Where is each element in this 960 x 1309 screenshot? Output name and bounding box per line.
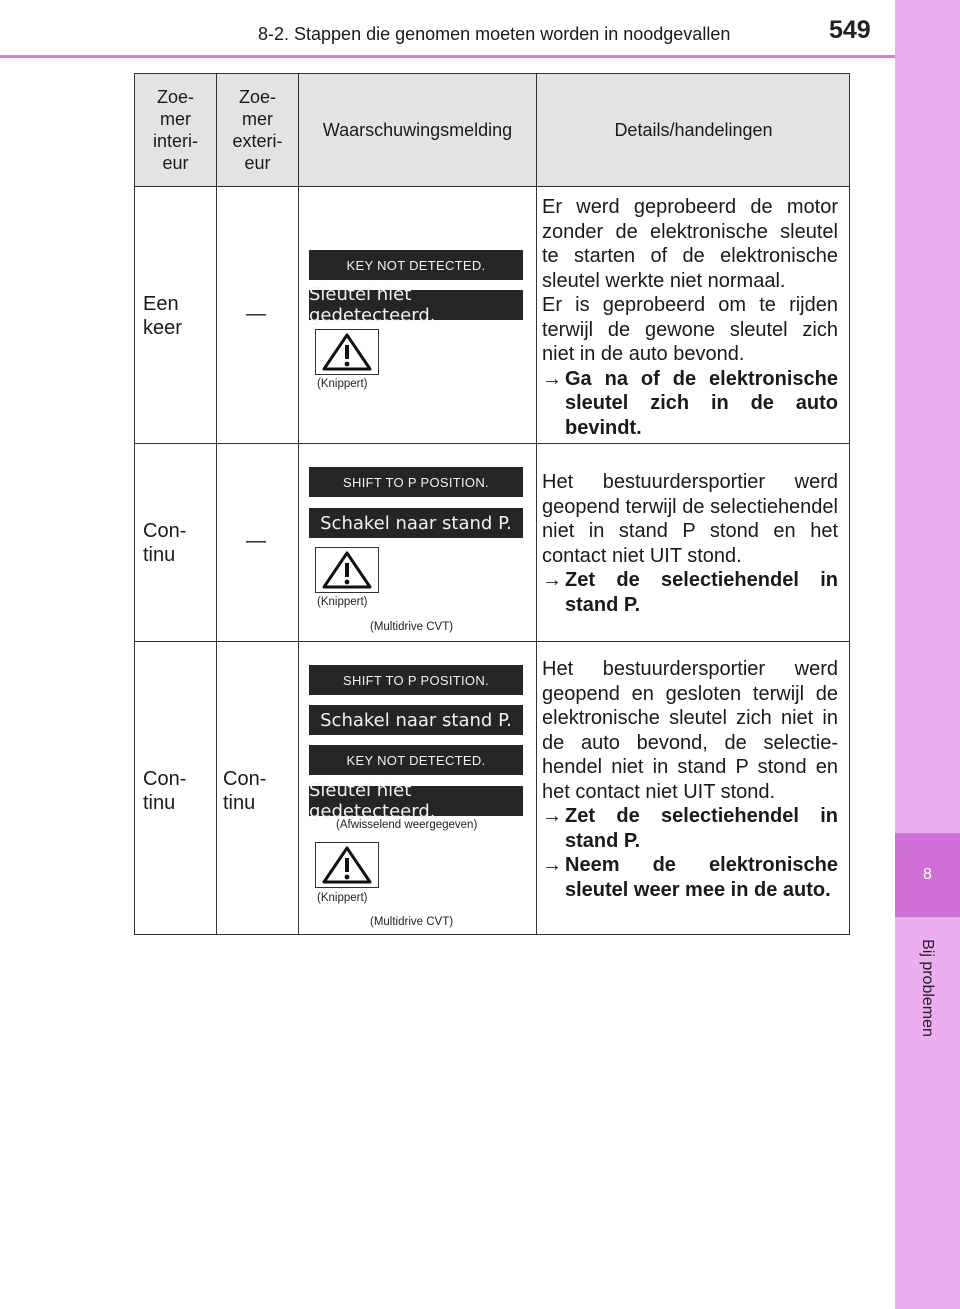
warning-table (134, 73, 850, 935)
header-details: Details/handelingen (614, 120, 773, 140)
row1-buzzer-outside: — (246, 303, 266, 325)
indicator-note: (Knippert) (317, 892, 368, 904)
row3-details (542, 657, 838, 902)
details-text: Het bestuurdersportier werd geopend terwijl de selectiehendel niet in stand P stond en het contact niet UIT stond. (542, 471, 838, 567)
indicator-note: (Knippert) (317, 378, 368, 390)
row1-details (542, 195, 838, 440)
warning-triangle-icon (315, 842, 379, 888)
chapter-title: Bij problemen (919, 939, 936, 1037)
header-divider (0, 55, 895, 58)
message-key-not-detected: KEY NOT DETECTED. (309, 745, 523, 775)
message-shift-to-p: SHIFT TO P POSITION. (309, 665, 523, 695)
column-divider (536, 74, 537, 934)
action-item: → Zet de selectiehendel in stand P. (542, 569, 838, 616)
action-item: → Zet de selectiehendel in stand P. (542, 805, 838, 852)
chapter-number-tab[interactable] (895, 833, 960, 917)
column-divider (298, 74, 299, 934)
chapter-sidebar (895, 0, 960, 1309)
message-key-not-detected: KEY NOT DETECTED. (309, 250, 523, 280)
row-divider (135, 186, 849, 187)
message-schakel-naar-stand-p: Schakel naar stand P. (309, 705, 523, 735)
column-divider (216, 74, 217, 934)
action-item: → Ga na of de elektronische sleutel zich in de auto bevindt. (542, 367, 838, 439)
action-item: → Neem de elektronische sleutel weer mee in de auto. (542, 854, 838, 901)
message-schakel-naar-stand-p: Schakel naar stand P. (309, 508, 523, 538)
row-divider (135, 443, 849, 444)
row3-buzzer-inside: Con- tinu (143, 768, 187, 814)
details-text: Het bestuurdersportier werd geopend en gesloten terwijl de elektronische sleutel zich niet in de auto bevond, de selectiehendel niet in stand P stond en het contact niet UIT stond. (542, 658, 838, 803)
header-buzzer-outside: Zoe- mer exteri- eur (232, 87, 283, 173)
header-buzzer-inside: Zoe- mer interi- eur (152, 87, 198, 173)
row-divider (135, 641, 849, 642)
page-number: 549 (829, 16, 871, 44)
row2-buzzer-inside: Con- tinu (143, 520, 187, 566)
arrow-icon: → (542, 854, 562, 876)
alternating-note: (Afwisselend weergegeven) (336, 819, 478, 831)
section-title: 8-2. Stappen die genomen moeten worden in noodgevallen (258, 24, 731, 44)
chapter-number: 8 (923, 866, 932, 883)
arrow-icon: → (542, 569, 562, 591)
indicator-note: (Knippert) (317, 596, 368, 608)
message-sleutel-niet-gedetecteerd: Sleutel niet gedetecteerd. (309, 290, 523, 320)
arrow-icon: → (542, 367, 562, 390)
warning-triangle-icon (315, 547, 379, 593)
message-shift-to-p: SHIFT TO P POSITION. (309, 467, 523, 497)
arrow-icon: → (542, 805, 562, 827)
footnote-multidrive: (Multidrive CVT) (370, 916, 454, 928)
row1-buzzer-inside: Een keer (143, 293, 182, 339)
header-warning-message: Waarschuwingsmelding (322, 120, 513, 140)
row2-details (542, 470, 838, 617)
footnote-multidrive: (Multidrive CVT) (370, 621, 454, 633)
warning-triangle-icon (315, 329, 379, 375)
message-sleutel-niet-gedetecteerd: Sleutel niet gedetecteerd. (309, 786, 523, 816)
details-text: Er is geprobeerd om te rijden terwijl de gewone sleutel zich niet in de auto bevond. (542, 294, 838, 365)
row2-buzzer-outside: — (246, 530, 266, 552)
row3-buzzer-outside: Con- tinu (223, 768, 267, 814)
details-text: Er werd geprobeerd de motor zonder de elektronische sleutel te starten of de elektronische sleutel werkte niet normaal. (542, 196, 838, 292)
